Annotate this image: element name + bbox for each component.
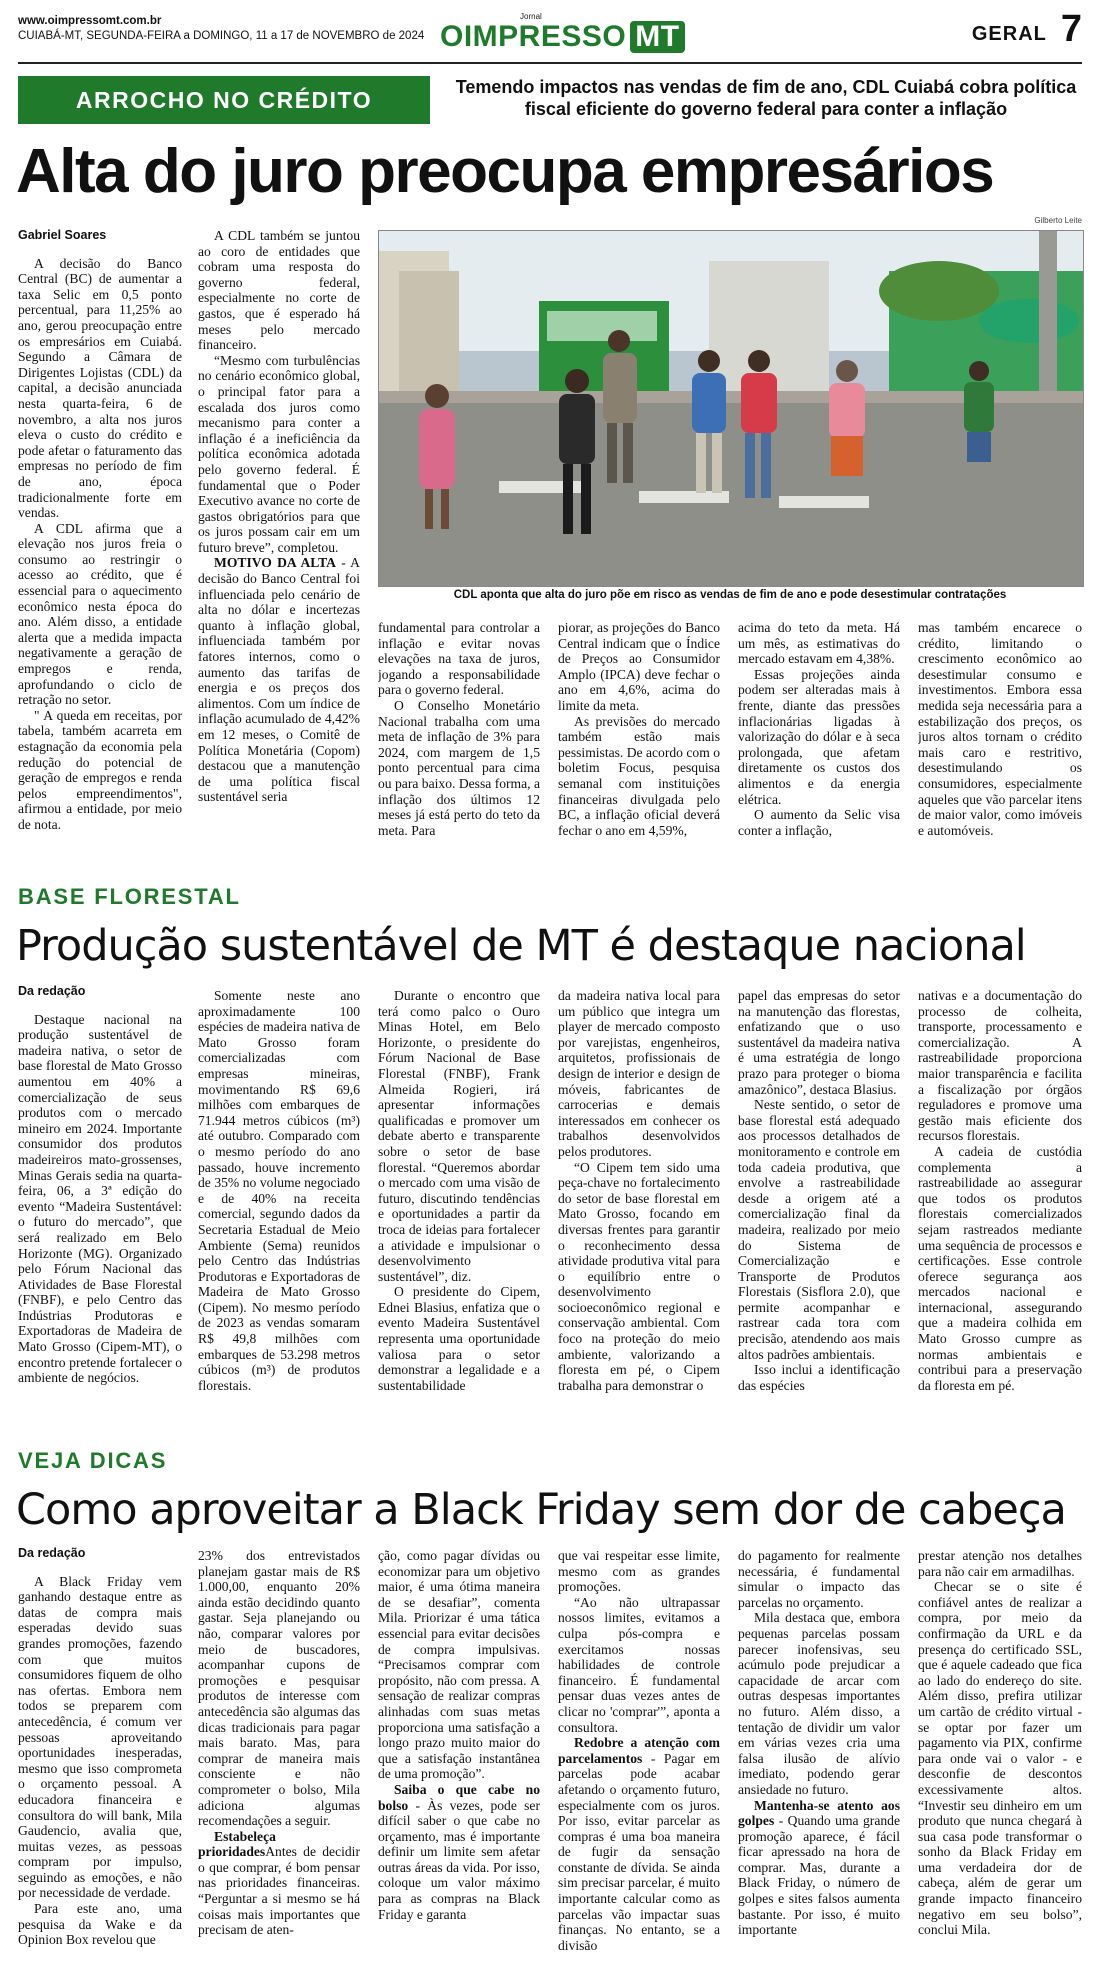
paragraph: Para este ano, uma pesquisa da Wake e da Opinion Box revelou que <box>18 1901 182 1948</box>
paragraph: fundamental para controlar a inflação e evitar novas elevações na taxa de juros, jogando a responsabilidade para o governo federal. <box>378 620 540 698</box>
article2-headline: Produção sustentável de MT é destaque nacional <box>16 921 1026 971</box>
paragraph: A CDL afirma que a elevação nos juros freia o consumo ao restringir o acesso ao crédito, que é essencial para o aquecimento econômico nesta época do ano. Além disso, a entidade alerta que a medida impacta negativamente a geração de empregos e renda, aprofundando o ciclo de retração no setor. <box>18 520 182 708</box>
article1-column-6 <box>918 620 1082 870</box>
paragraph: da madeira nativa local para um público que integra um player de mercado composto por varejistas, engenheiros, arquitetos, profissionais de design de interior e design de móveis, fabricantes de carrocerias e demais interessados em conhecer os trabalhos desenvolvidos pelos produtores. <box>558 988 720 1159</box>
paragraph: O aumento da Selic visa conter a inflação, <box>738 807 900 838</box>
article1-column-1 <box>18 228 182 868</box>
article2-kicker: BASE FLORESTAL <box>18 884 241 909</box>
paragraph: “O Cipem tem sido uma peça-chave no fortalecimento do setor de base florestal em Mato Grosso, focando em diversas frentes para garantir o reconhecimento dessa atividade produtiva vital para o equilíbrio entre o desenvolvimento socioeconômico regional e conservação ambiental. Com foco na proteção do meio ambiente, valorizando a floresta em pé, o Cipem trabalha para demonstrar o <box>558 1159 720 1393</box>
paragraph: do pagamento for realmente necessária, é fundamental simular o impacto das parcelas no orçamento. <box>738 1548 900 1610</box>
article1-column-2 <box>198 228 360 868</box>
paragraph: “Ao não ultrapassar nossos limites, evitamos a culpa pós-compra e exercitamos nossas habilidades de controle financeiro. É fundamental pensar duas vezes antes de clicar no 'comprar'”, aponta a consultora. <box>558 1594 720 1735</box>
crosshead: MOTIVO DA ALTA <box>214 555 336 571</box>
paragraph: A cadeia de custódia complementa a rastreabilidade ao assegurar que todos os produtos florestais comercializados sejam rastreados mediante uma sequência de processos e certificações. Esse controle oferece segurança aos mercados nacional e internacional, assegurando que a madeira colhida em Mato Grosso cumpre as normas ambientais e contribui para a preservação da floresta em pé. <box>918 1143 1082 1393</box>
article2-column-6 <box>918 988 1082 1440</box>
site-url[interactable]: www.oimpressomt.com.br <box>18 15 162 27</box>
paragraph: Neste sentido, o setor de base florestal está adequado aos processos detalhados de monitoramento e controle em toda cadeia produtiva, que envolve a rastreabilidade desde a origem até a comercialização final da madeira, realizado por meio do Sistema de Comercialização e Transporte de Produtos Florestais (Sisflora 2.0), que permite acompanhar e rastrear cada tora com precisão, atendendo aos mais altos padrões ambientais. <box>738 1097 900 1362</box>
article3-headline: Como aproveitar a Black Friday sem dor de cabeça <box>16 1485 1066 1535</box>
section-name: GERAL <box>971 23 1047 45</box>
paragraph: - A decisão do Banco Central foi influenciada pelo cenário de alta no dólar e incertezas quanto à inflação global, influenciada também por fatores internos, como o aumento das tarifas de energia e os preços dos alimentos. Com um índice de inflação acumulado de 4,42% em 12 meses, o Comitê de Política Monetária (Copom) destacou que a manutenção de uma política fiscal sustentável seria <box>198 555 360 805</box>
article3-column-3 <box>378 1548 540 1966</box>
paragraph: A decisão do Banco Central (BC) de aumentar a taxa Selic em 0,5 ponto percentual, para 11,25% ao ano, gerou preocupação entre os empresários em Cuiabá. Segundo a Câmara de Dirigentes Lojistas (CDL) da capital, a decisão anunciada nesta quarta-feira, 6 de novembro, a alta nos juros eleva o custo do crédito e pode afetar o faturamento das empresas no período de fim de ano, época tradicionalmente forte em vendas. <box>18 255 182 521</box>
paragraph: O Conselho Monetário Nacional trabalha com uma meta de inflação de 3% para 2024, com margem de 1,5 ponto percentual para cima ou para baixo. Dessa forma, a inflação dos últimos 12 meses já está perto do teto da meta. Para <box>378 697 540 838</box>
article3-byline: Da redação <box>18 1546 86 1560</box>
article1-column-5 <box>738 620 900 870</box>
article3-kicker: VEJA DICAS <box>18 1448 168 1473</box>
paragraph: Durante o encontro que terá como palco o Ouro Minas Hotel, em Belo Horizonte, o presidente do Fórum Nacional de Base Florestal (FNBF), Frank Almeida Rogieri, irá apresentar informações qualificadas e promover um debate aberto e transparente sobre o setor de base florestal. “Queremos abordar o mercado com uma visão de futuro, discutindo tendências e oportunidades a partir da troca de ideias para fortalecer a atividade e impulsionar o desenvolvimento sustentável”, diz. <box>378 988 540 1284</box>
street-photo <box>378 230 1084 587</box>
masthead-right <box>972 10 1082 48</box>
article1-byline: Gabriel Soares <box>18 228 107 242</box>
paragraph: Somente neste ano aproximadamente 100 espécies de madeira nativa de Mato Grosso foram comercializadas com empresas mineiras, movimentando R$ 69,6 milhões com embarques de 71.944 metros cúbicos (m³) até outubro. Comparado com o mesmo período do ano passado, houve incremento de 35% no volume negociado e de 40% na receita comercial, segundo dados da Secretaria Estadual de Meio Ambiente (Sema) reunidos pelo Centro das Indústrias Produtoras e Exportadoras de Madeira de Mato Grosso (Cipem). No mesmo período de 2023 as vendas somaram R$ 49,8 milhões com embarques de 53.298 metros cúbicos (m³) de produtos florestais. <box>198 988 360 1393</box>
crosshead: Redobre a atenção com parcelamentos <box>558 1735 720 1766</box>
article1-headline: Alta do juro preocupa empresários <box>16 137 994 206</box>
paragraph: que vai respeitar esse limite, mesmo com as grandes promoções. <box>558 1548 720 1595</box>
article3-column-1 <box>18 1546 182 1966</box>
paragraph: A CDL também se juntou ao coro de entidades que cobram uma resposta do governo federal, especialmente no corte de gastos, que é esperado há meses pelo mercado financeiro. <box>198 228 360 353</box>
logo-badge: MT <box>630 21 684 53</box>
photo-illustration <box>379 231 1083 586</box>
article2-byline: Da redação <box>18 984 86 998</box>
header-divider <box>18 62 1082 64</box>
masthead-left <box>18 14 438 44</box>
article1-subhead: Temendo impactos nas vendas de fim de ano, CDL Cuiabá cobra política fiscal eficiente do governo federal para conter a inflação <box>455 77 1077 119</box>
page-number: 7 <box>1060 8 1082 50</box>
article2-column-2 <box>198 988 360 1440</box>
crosshead: Saiba o que cabe no bolso <box>378 1781 540 1813</box>
photo-caption: CDL aponta que alta do juro põe em risco as vendas de fim de ano e pode desestimular contratações <box>453 589 1007 601</box>
paragraph: Isso inclui a identificação das espécies <box>738 1362 900 1393</box>
paragraph: A Black Friday vem ganhando destaque entre as datas de compra mais esperadas devido suas grandes promoções, fazendo com que muitos consumidores fiquem de olho nas ofertas. Embora nem todos se preparem com antecedência, é comum ver pessoas aproveitando oportunidades inesperadas, mesmo que isso comprometa o orçamento pessoal. A educadora financeira e consultora do will bank, Mila Gaudencio, avalia que, muitas vezes, as pessoas compram por impulso, seguindo as emoções, e não por necessidade de verdade. <box>18 1573 182 1901</box>
article3-column-4 <box>558 1548 720 1966</box>
paragraph: nativas e a documentação do processo de colheita, transporte, processamento e comercialização. A rastreabilidade proporciona maior transparência e facilita a fiscalização por órgãos reguladores e promove uma gestão mais eficiente dos recursos florestais. <box>918 988 1082 1144</box>
paragraph: As previsões do mercado também estão mais pessimistas. De acordo com o boletim Focus, pesquisa semanal com instituições financeiras divulgada pelo BC, a inflação oficial deverá fechar o ano em 4,59%, <box>558 713 720 838</box>
article3-column-5 <box>738 1548 900 1966</box>
photo-credit: Gilberto Leite <box>1034 216 1082 225</box>
article1-kicker: ARROCHO NO CRÉDITO <box>18 76 430 124</box>
paragraph: 23% dos entrevistados planejam gastar mais de R$ 1.000,00, enquanto 20% ainda estão decidindo quanto gastar. Seja planejando ou não, comparar valores por meio de buscadores, acompanhar cupons de promoções e pesquisar produtos de interesse com antecedência são algumas das dicas tradicionais para pagar mais barato. Mas, para comprar de maneira mais consciente e não comprometer o bolso, Mila adiciona algumas recomendações a seguir. <box>198 1548 360 1829</box>
logo-small-text: Jornal <box>520 12 542 21</box>
paragraph: papel das empresas do setor na manutenção das florestas, enfatizando que o uso sustentável da madeira nativa é uma estratégia de longo prazo para proteger o bioma amazônico”, destaca Blasius. <box>738 988 900 1097</box>
paragraph: - Quando uma grande promoção aparece, é fácil ficar apressado na hora de comprar. Mas, durante a Black Friday, o número de golpes e sites falsos aumenta bastante. Por isso, é muito importante <box>738 1813 900 1938</box>
article2-column-1 <box>18 984 182 1439</box>
dateline: CUIABÁ-MT, SEGUNDA-FEIRA a DOMINGO, 11 a 17 de NOVEMBRO de 2024 <box>18 30 425 42</box>
paragraph: ção, como pagar dívidas ou economizar para um objetivo maior, é uma ótima maneira de se desafiar”, comenta Mila. Priorizar é uma tática essencial para evitar decisões de compra impulsivas. “Precisamos comprar com propósito, não com pressa. A sensação de realizar compras alinhadas com suas metas proporciona uma satisfação a longo prazo muito maior do que a satisfação instantânea de uma promoção”. <box>378 1548 540 1782</box>
article3-column-6 <box>918 1548 1082 1966</box>
article2-column-5 <box>738 988 900 1440</box>
article2-column-4 <box>558 988 720 1440</box>
paragraph: mas também encarece o crédito, limitando o crescimento econômico ao desestimular consumo e investimentos. Embora essa medida seja necessária para a estabilização dos preços, os juros altos tornam o crédito mais caro e restritivo, desestimulando os consumidores, especialmente aqueles que vão parcelar itens de maior valor, como imóveis e automóveis. <box>918 620 1082 838</box>
paragraph: Mila destaca que, embora pequenas parcelas possam parecer inofensivas, seu acúmulo pode prejudicar a capacidade de arcar com outras despesas importantes no futuro. Além disso, a tentação de dividir um valor em várias vezes cria uma falsa ilusão de alívio imediato, podendo gerar ansiedade no futuro. <box>738 1610 900 1797</box>
crosshead: Mantenha-se atento aos golpes <box>738 1797 900 1829</box>
paragraph: Checar se o site é confiável antes de realizar a compra, por meio da confirmação da URL e da presença do certificado SSL, que é aquele cadeado que fica ao lado do endereço do site. Além disso, prefira utilizar um cartão de crédito virtual - se optar por fazer um pagamento via PIX, confirme para onde vai o valor - e desconfie de descontos excessivamente altos. “Investir seu dinheiro em um produto que nunca chegará à sua casa pode transformar o sonho da Black Friday em uma verdadeira dor de cabeça, além de gerar um grande impacto financeiro negativo em seu bolso”, conclui Mila. <box>918 1579 1082 1938</box>
newspaper-logo[interactable] <box>440 10 680 54</box>
paragraph: O presidente do Cipem, Ednei Blasius, enfatiza que o evento Madeira Sustentável representa uma oportunidade valiosa para o setor demonstrar a legalidade e a sustentabilidade <box>378 1284 540 1393</box>
paragraph: “Mesmo com turbulências no cenário econômico global, o principal fator para a escalada dos juros como mecanismo para conter a inflação é a ineficiência da política econômica adotada pelo governo federal. É fundamental que o Poder Executivo avance no corte de gastos obrigatórios para que os juros possam cair em um futuro breve”, completou. <box>198 352 360 555</box>
article3-column-2 <box>198 1548 360 1966</box>
article1-column-4 <box>558 620 720 870</box>
paragraph: prestar atenção nos detalhes para não cair em armadilhas. <box>918 1548 1082 1579</box>
article1-column-3 <box>378 620 540 870</box>
paragraph: Antes de decidir o que comprar, é bom pensar nas prioridades financeiras. “Perguntar a si mesmo se há coisas mais importantes que precisam de aten- <box>198 1844 360 1938</box>
paragraph: " A queda em receitas, por tabela, também acarreta em estagnação da economia pela redução do potencial de geração de empregos e renda pelos empreendimentos", afirmou a entidade, por meio de nota. <box>18 707 182 832</box>
paragraph: piorar, as projeções do Banco Central indicam que o Índice de Preços ao Consumidor Amplo (IPCA) deve fechar o ano em 4,6%, acima do limite da meta. <box>558 620 720 713</box>
paragraph: Essas projeções ainda podem ser alteradas mais à frente, diante das pressões inflacionárias ligadas à valorização do dólar e à seca prolongada, que afetam diretamente os custos dos alimentos e da energia elétrica. <box>738 666 900 807</box>
paragraph: Destaque nacional na produção sustentável de madeira nativa, o setor de base florestal de Mato Grosso aumentou em 40% a comercialização de seus produtos com o mercado mineiro em 2024. Importante consumidor dos produtos madeireiros mato-grossenses, Minas Gerais sedia na quarta-feira, 06, a 3ª edição do evento “Madeira Sustentável: o futuro do mercado”, que será realizado em Belo Horizonte (MG). Organizado pelo Fórum Nacional das Atividades de Base Florestal (FNBF), e pelo Centro das Indústrias Produtoras e Exportadoras de Madeira de Mato Grosso (Cipem-MT), o encontro pretende fortalecer o ambiente de negócios. <box>18 1011 182 1386</box>
paragraph: acima do teto da meta. Há um mês, as estimativas do mercado estavam em 4,38%. <box>738 620 900 667</box>
logo-text: OIMPRESSO <box>440 20 627 53</box>
article2-column-3 <box>378 988 540 1440</box>
paragraph: - Às vezes, pode ser difícil saber o que cabe no orçamento, mas é importante definir um limite sem afetar outras áreas da vida. Por isso, coloque um valor máximo para as compras na Black Friday e garanta <box>378 1797 540 1922</box>
paragraph: - Pagar em parcelas pode acabar afetando o orçamento futuro, especialmente com os juros. Por isso, evitar parcelar as compras é uma boa maneira de fugir da sensação constante de dívida. Se ainda sim precisar parcelar, é muito importante calcular como as parcelas vão impactar suas finanças. No entanto, se a divisão <box>558 1750 720 1953</box>
crosshead: Estabeleça prioridades <box>198 1828 276 1860</box>
